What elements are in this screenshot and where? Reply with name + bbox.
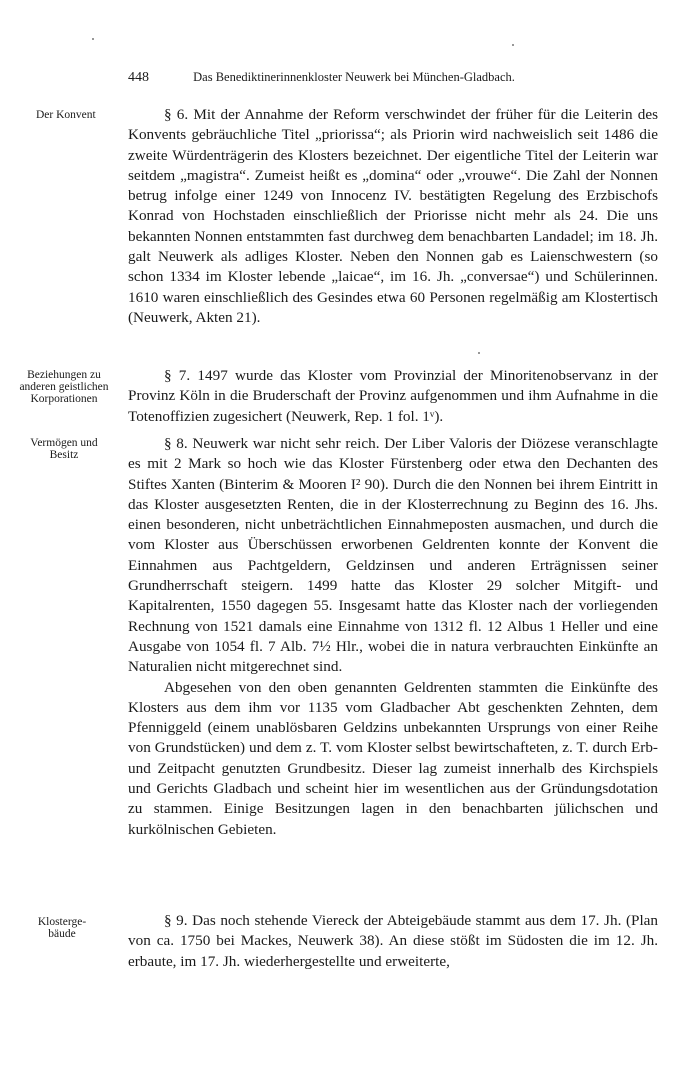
- margin-note-konvent: Der Konvent: [36, 109, 96, 121]
- scan-speck: [92, 38, 94, 40]
- page-number: 448: [128, 70, 149, 85]
- paragraph-vermoegen-1: § 8. Neuwerk war nicht sehr reich. Der Liber Valoris der Diözese veranschlagte es mit 2 Mark so hoch wie das Kloster Fürstenberg oder etwa den Dechanten des Stiftes Xanten (Binterim & Mooren I² 90). Durch die den Nonnen bei ihrem Eintritt in das Kloster ausgesetzten Renten, die in der Klosterrechnung zu Beginn des 16. Jhs. einen besonderen, nicht unbeträchtlichen Einnahmeposten ausmachen, und durch die vom Kloster aus Überschüssen erworbenen Geldrenten konnte der Konvent die Einnahmen aus Pachtgeldern, Geldzinsen und anderen Erträgnissen seiner Grundherrschaft steigern. 1499 hatte das Kloster 29 solcher Mitgift- und Kapitalrenten, 1550 dagegen 55. Insgesamt hatte das Kloster nach der vorliegenden Rechnung von 1521 damals eine Einnahme von 1312 fl. 12 Albus 1 Heller und eine Ausgabe von 1054 fl. 7 Alb. 7½ Hlr., wobei die in natura verbrauchten Einkünfte an Naturalien nicht mitgerechnet sind.: [128, 435, 658, 676]
- margin-note-beziehungen: Beziehungen zu anderen geistlichen Korporationen: [19, 369, 109, 405]
- paragraph-konvent: § 6. Mit der Annahme der Reform verschwindet der früher für die Leiterin des Konvents gebräuchliche Titel „priorissa“; als Priorin wird nachweislich seit 1486 die zweite Würdenträgerin des Klosters bezeichnet. Der eigentliche Titel der Leiterin war seitdem „magistra“. Zumeist heißt es „domina“ oder „vrouwe“. Die Zahl der Nonnen betrug infolge einer 1249 von Innocenz IV. bestätigten Regelung des Erzbischofs Konrad von Hochstaden einschließlich der Priorisse nicht mehr als 24. Die uns bekannten Nonnen entstammten fast durchweg dem benachbarten Landadel; im 18. Jh. galt Neuwerk als adliges Kloster. Neben den Nonnen gab es Laienschwestern (so schon 1334 im Kloster lebende „laicae“, im 16. Jh. „conversae“) und Schülerinnen. 1610 waren einschließlich des Gesindes etwa 60 Personen regelmäßig am Klostertisch (Neuwerk, Akten 21).: [128, 106, 658, 326]
- running-header: [128, 70, 588, 86]
- running-title: Das Benediktinerinnenkloster Neuwerk bei München-Gladbach.: [193, 70, 515, 84]
- paragraph-beziehungen: § 7. 1497 wurde das Kloster vom Provinzial der Minoritenobservanz in der Provinz Köln in die Bruderschaft der Provinz aufgenommen und ihm Aufnahme in die Totenoffizien zugesichert (Neuwerk, Rep. 1 fol. 1ᵛ).: [128, 367, 658, 425]
- section-klostergebaeude: [128, 911, 658, 972]
- scan-speck: [478, 352, 480, 354]
- paragraph-klostergebaeude: § 9. Das noch stehende Viereck der Abteigebäude stammt aus dem 17. Jh. (Plan von ca. 1750 bei Mackes, Neuwerk 38). An diese stößt im Südosten die im 12. Jh. erbaute, im 17. Jh. wiederhergestellte und erweiterte,: [128, 912, 658, 970]
- margin-note-vermoegen: Vermögen und Besitz: [30, 437, 98, 461]
- section-vermoegen: [128, 434, 658, 840]
- paragraph-vermoegen-2: Abgesehen von den oben genannten Geldrenten stammten die Einkünfte des Klosters aus dem ihm vor 1135 vom Gladbacher Abt geschenkten Zehnten, dem Pfenniggeld (einem unablösbaren Geldzins unbekannten Ursprungs von einer Reihe von Grundstücken) und dem z. T. vom Kloster selbst bewirtschafteten, z. T. durch Erb- und Zeitpacht genutzten Grundbesitz. Dieser lag zumeist innerhalb des Kirchspiels und Gerichts Gladbach und scheint hier im wesentlichen aus der Gründungsdotation zu stammen. Einige Besitzungen lagen in den benachbarten jülichschen und kurkölnischen Gebieten.: [128, 678, 658, 838]
- margin-note-klostergebaeude: Klosterge- bäude: [37, 916, 87, 940]
- section-konvent: [128, 105, 658, 328]
- scan-speck: [512, 44, 514, 46]
- section-beziehungen: [128, 366, 658, 427]
